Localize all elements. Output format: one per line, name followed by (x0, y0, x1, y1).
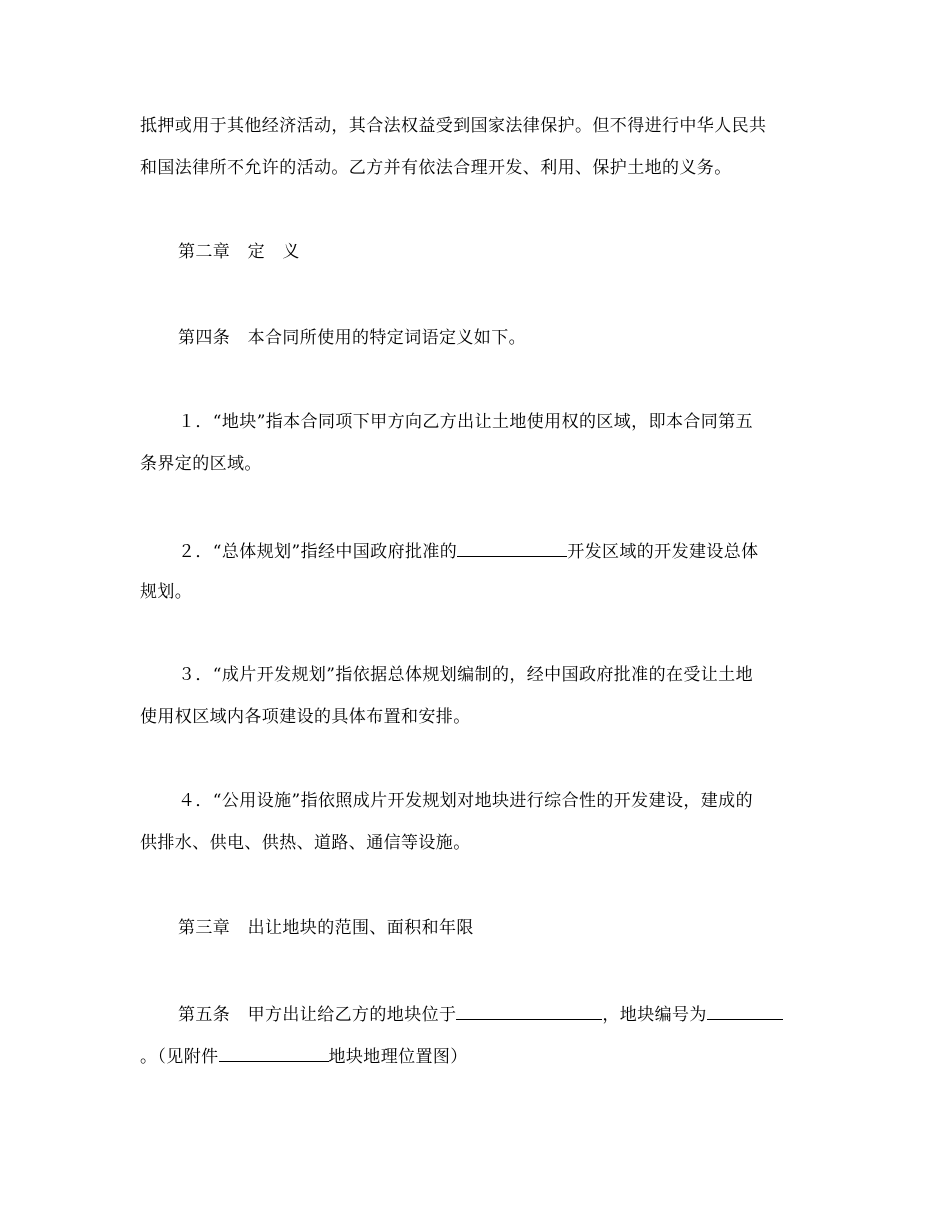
article-5-text-parcel-number: ，地块编号为 (602, 1005, 707, 1025)
article-5-attachment-suffix: 地块地理位置图） (328, 1047, 468, 1067)
parcel-number-blank[interactable] (707, 1002, 783, 1020)
chapter-3-heading: 第三章 出让地块的范围、面积和年限 (178, 918, 474, 938)
definition-2-text-after-blank: 开发区域的开发建设总体 (567, 542, 759, 562)
intro-line-2: 和国法律所不允许的活动。乙方并有依法合理开发、利用、保护土地的义务。 (140, 158, 732, 178)
parcel-location-blank[interactable] (456, 1002, 602, 1020)
definition-2-text-before-blank: ２．“总体规划”指经中国政府批准的 (178, 542, 458, 562)
chapter-2-heading: 第二章 定 义 (178, 242, 300, 262)
attachment-number-blank[interactable] (219, 1044, 329, 1062)
definition-4-line-1: ４．“公用设施”指依照成片开发规划对地块进行综合性的开发建设，建成的 (178, 791, 753, 811)
intro-line-1: 抵押或用于其他经济活动，其合法权益受到国家法律保护。但不得进行中华人民共 (140, 116, 767, 136)
article-5-text-before-location: 第五条 甲方出让给乙方的地块位于 (178, 1005, 457, 1025)
definition-3-line-1: ３．“成片开发规划”指依据总体规划编制的，经中国政府批准的在受让土地 (178, 665, 753, 685)
definition-4-line-2: 供排水、供电、供热、道路、通信等设施。 (140, 833, 471, 853)
article-4: 第四条 本合同所使用的特定词语定义如下。 (178, 328, 526, 348)
article-5-line-1 (178, 1002, 783, 1026)
article-5-attachment-prefix: 。（见附件 (140, 1047, 219, 1067)
definition-2-line-1 (178, 539, 759, 563)
development-zone-blank[interactable] (457, 539, 567, 557)
article-5-line-2 (140, 1044, 468, 1068)
definition-1-line-2: 条界定的区域。 (140, 454, 262, 474)
definition-2-line-2: 规划。 (140, 582, 193, 602)
definition-1-line-1: １．“地块”指本合同项下甲方向乙方出让土地使用权的区域，即本合同第五 (178, 412, 753, 432)
definition-3-line-2: 使用权区域内各项建设的具体布置和安排。 (140, 707, 471, 727)
